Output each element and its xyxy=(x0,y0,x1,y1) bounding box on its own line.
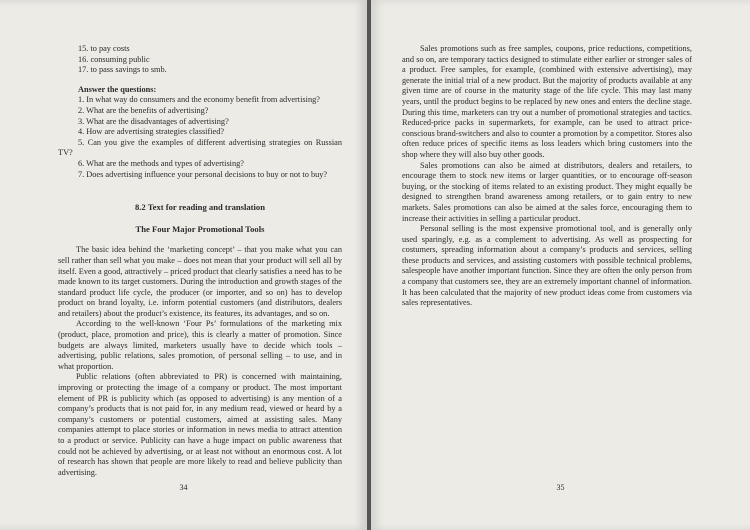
question-item: 2. What are the benefits of advertising? xyxy=(78,105,209,115)
body-paragraph: Sales promotions can also be aimed at distributors, dealers and retailers, to encourage them to stock new items or larger quantities, or to encourage off-season buying, or the stocking of items related to an existing product. They might equally be designed to strengthen brand awareness among retailers, or to gain entry to new markets. Sales promotions can also be aimed at the sales force, encouraging them to increase their activities in selling a particular product. xyxy=(402,160,692,223)
section-heading: 8.2 Text for reading and translation xyxy=(134,202,266,213)
body-paragraph: The basic idea behind the ‘marketing concept’ – that you make what you can sell rather than sell what you make – does not mean that your product will sell all by itself. Even a good, attractively – priced product that clearly satisfies a need has to be made known to its target customers. During the introduction and growth stages of the standard product life cycle, the producer (or importer, and so on) has to develop product on brand loyalty, i.e. inform potential customers (and distributors, dealers and retailers) about the product’s existence, its features, its advantages, and so on. xyxy=(58,245,342,318)
page-number: 35 xyxy=(556,483,565,492)
text-title: The Four Major Promotional Tools xyxy=(135,223,265,234)
body-paragraph: According to the well-known ‘Four Ps’ formulations of the marketing mix (product, place, promotion and price), this is clearly a matter of promotion. Since budgets are always limited, marketers usually have to decide which tools – advertising, public relations, sales promotion, of personal selling – to use, and in what proportion. xyxy=(58,319,342,371)
question-item: 7. Does advertising influence your personal decisions to buy or not to buy? xyxy=(78,169,328,179)
question-item: 6. What are the methods and types of advertising? xyxy=(78,158,244,168)
right-page xyxy=(371,0,750,530)
questions-heading: Answer the questions: xyxy=(78,84,157,94)
question-item: 4. How are advertising strategies classified? xyxy=(78,127,225,137)
body-paragraph: Sales promotions such as free samples, coupons, price reductions, competitions, and so on, are temporary tactics designed to stimulate either earlier or stronger sales of a product. Free samples, for example, (combined with extensive advertising), may generate the initial trial of a new product. But the majority of products available at any given time are of course in the maturity stage of the life cycle. This may last many years, until the product begins to be replaced by new ones and enters the decline stage. During this time, marketers can try out a number of promotional strategies and tactics. Reduced-price packs in supermarkets, for example, can be used to attract price-conscious brand-switchers and also to counter a promotion by a competitor. Stores also often reduce prices of specific items as loss leaders which bring customers into the shop where they will also buy other goods. xyxy=(402,44,692,159)
list-item: 15. to pay costs xyxy=(78,44,130,53)
question-item: 3. What are the disadvantages of advertising? xyxy=(78,116,229,126)
question-item: 5. Can you give the examples of different advertising strategies on Russian TV? xyxy=(58,137,342,158)
right-page-content xyxy=(402,44,692,309)
list-item: 17. to pass savings to smb. xyxy=(78,65,167,75)
list-item: 16. consuming public xyxy=(78,54,150,64)
body-paragraph: Personal selling is the most expensive promotional tool, and is generally only used sparingly, e.g. as a complement to advertising. As well as prospecting for costumers, spreading information about a company’s products and services, selling these products and services, and assisting customers with possible technical problems, salespeople have another important function. Since they are often the only person from a company that customers see, they are an extremely important channel of information. It has been calculated that the majority of new product ideas come from customers via sales representatives. xyxy=(402,224,692,308)
body-paragraph: Public relations (often abbreviated to PR) is concerned with maintaining, improving or protecting the image of a company or product. The most important element of PR is publicity which (as opposed to advertising) is any mention of a company’s products that is not paid for, in any medium read, viewed or heard by a company’s customers or potential customers, aimed at assisting sales. Many companies attempt to place stories or information in news media to attract attention to a product or service. Publicity can have a huge impact on public awareness that could not be achieved by advertising, or at least not without an enormous cost. A lot of research has shown that people are more likely to read and believe publicity than advertising. xyxy=(58,372,342,477)
question-item: 1. In what way do consumers and the economy benefit from advertising? xyxy=(78,95,320,105)
left-page-content xyxy=(58,44,342,478)
left-page xyxy=(0,0,367,530)
page-number: 34 xyxy=(179,483,188,492)
